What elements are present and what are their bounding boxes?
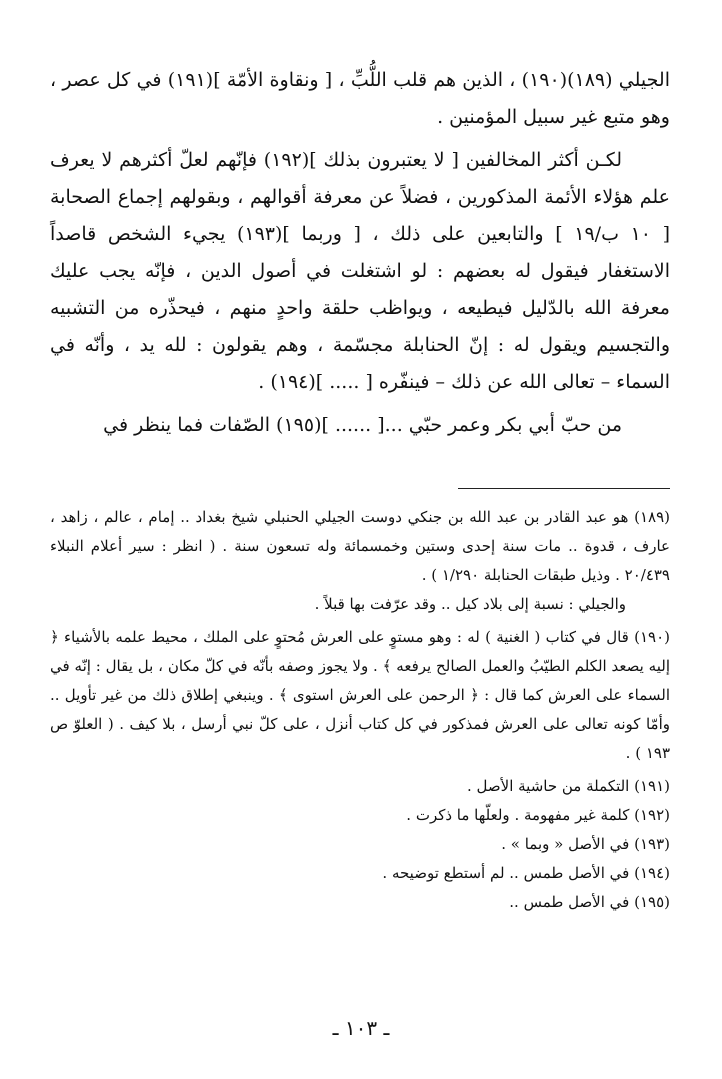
footnote-189-note: والجيلي : نسبة إلى بلاد كيل .. وقد عرّفت بها قبلاً . bbox=[314, 595, 626, 613]
footnote-194: (١٩٤) في الأصل طمس .. لم أستطع توضيحه . bbox=[382, 864, 670, 882]
footnote-195: (١٩٥) في الأصل طمس .. bbox=[509, 893, 670, 911]
main-text bbox=[50, 62, 670, 444]
paragraph-continuation: الجيلي (١٨٩)(١٩٠) ، الذين هم قلب اللُّبِّ ، [ ونقاوة الأمّة ](١٩١) في كل عصر ، وهو متبع غير سبيل المؤمنين . bbox=[50, 69, 670, 128]
footnote-193: (١٩٣) في الأصل « وبما » . bbox=[501, 835, 670, 853]
footnote-190: (١٩٠) قال في كتاب ( الغنية ) له : وهو مستوٍ على العرش مُحتوٍ على الملك ، محيط علمه بالأشياء ﴿ إليه يصعد الكلم الطيّبُ والعمل الصالح يرفعه ﴾ . ولا يجوز وصفه بأنّه في كلّ مكان ، بل يقال : إنّه في السماء على العرش كما قال : ﴿ الرحمن على العرش استوى ﴾ . وينبغي إطلاق ذلك من غير تأويل .. وأمّا كونه تعالى على العرش فمذكور في كل كتاب أنزل ، على كلّ نبي أرسل ، بلا كيف . ( العلوّ ص ١٩٣ ) . bbox=[50, 628, 670, 762]
page-number: ـ ١٠٣ ـ bbox=[332, 1016, 390, 1040]
footnote-191: (١٩١) التكملة من حاشية الأصل . bbox=[467, 777, 670, 795]
paragraph-main: لكـن أكثر المخالفين [ لا يعتبرون بذلك ](١٩٢) فإنّهم لعلّ أكثرهم لا يعرف علم هؤلاء الأئمة المذكورين ، فضلاً عن معرفة أقوالهم ، وبقولهم إجماع الصحابة [ ١٠ ب/١٩ ] والتابعين على ذلك ، [ وربما ](١٩٣) يجيء الشخص قاصداً الاستغفار فيقول له بعضهم : لو اشتغلت في أصول الدين ، فإنّه يجب عليك معرفة الله بالدّليل فيطيعه ، ويواظب حلقة واحدٍ منهم ، فيحذّره من التشبيه والتجسيم ويقول له : إنّ الحنابلة مجسّمة ، وهم يقولون : لله يد ، وأنّه في السماء – تعالى الله عن ذلك – فينفّره [ ..... ](١٩٤) . bbox=[50, 149, 671, 393]
paragraph-last: من حبّ أبي بكر وعمر حبّي ...[ ...... ](١٩٥) الصّفات فما ينظر في bbox=[103, 414, 622, 436]
footnote-189: (١٨٩) هو عبد القادر بن عبد الله بن جنكي دوست الجيلي الحنبلي شيخ بغداد .. إمام ، عالم ، زاهد ، عارف ، قدوة .. مات سنة إحدى وستين وخمسمائة وله تسعون سنة . ( انظر : سير أعلام النبلاء ٢٠/٤٣٩ . وذيل طبقات الحنابلة ١/٢٩٠ ) . bbox=[50, 508, 670, 584]
footnote-divider bbox=[458, 488, 670, 489]
footnotes bbox=[50, 503, 670, 917]
footnote-192: (١٩٢) كلمة غير مفهومة . ولعلّها ما ذكرت . bbox=[406, 806, 670, 824]
